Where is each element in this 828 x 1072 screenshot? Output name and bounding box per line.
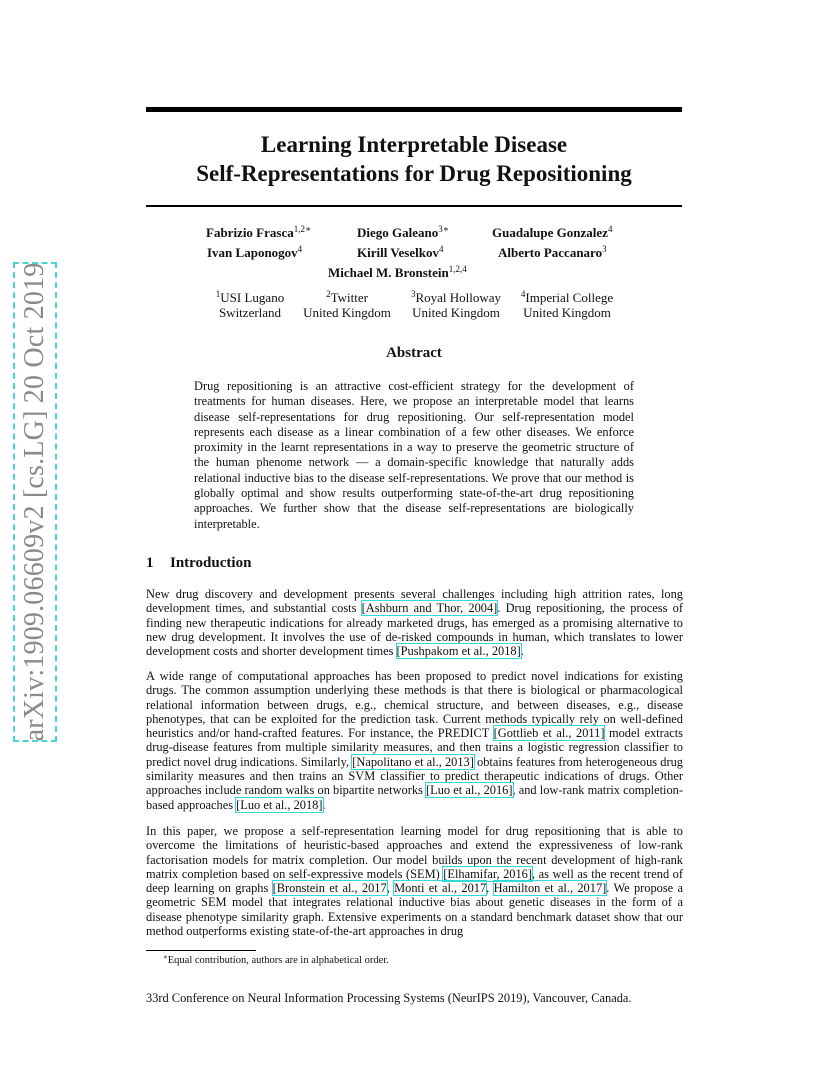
paragraph-2: A wide range of computational approaches has been proposed to predict novel indications for existing drugs. The common assumption underlying these methods is that there is biological or pharmacological relational information between drugs, e.g., chemical structure, and between diseases, e.g., disease phenotypes, that can be exploited for the prediction task. Current methods typically rely on well-defined heuristics and/or hand-crafted features. For instance, the PREDICT [Gottlieb et al., 2011] model extracts drug-disease features from multiple similarity measures, and then trains a logistic regression classifier to predict novel drug indications. Similarly, [Napolitano et al., 2013] obtains features from heterogeneous drug similarity measures and then trains an SVM classifier to predict therapeutic indications of drugs. Other approaches include random walks on bipartite networks [Luo et al., 2016], and low-rank matrix completion-based approaches [Luo et al., 2018]. [146, 669, 683, 812]
paper-title [146, 130, 682, 188]
author-1: Fabrizio Frasca$^{1,2∗}$ [206, 224, 312, 240]
citation-link[interactable]: [Elhamifar, 2016] [443, 866, 532, 881]
author-2: Diego Galeano$^{3∗}$ [357, 224, 449, 240]
paragraph-1: New drug discovery and development presents several challenges including high attrition rates, long development times, and substantial costs [Ashburn and Thor, 2004]. Drug repositioning, the process of finding new therapeutic indications for already marketed drugs, has emerged as a promising alternative to new drug development. It involves the use of de-risked compounds in human, which translates to lower development costs and shorter development times [Pushpakom et al., 2018]. [146, 587, 683, 659]
author-4: Ivan Laponogov$^4$ [207, 244, 303, 260]
title-line-1: Learning Interpretable Disease [260, 132, 568, 157]
citation-link[interactable]: Hamilton et al., 2017] [493, 881, 607, 896]
citation-link[interactable]: [Luo et al., 2018] [236, 797, 323, 812]
citation-link[interactable]: [Bronstein et al., 2017 [272, 881, 387, 896]
section-title: Introduction [170, 555, 252, 571]
affiliation-3: $^3$Royal Holloway United Kingdom [410, 289, 502, 320]
footnote-rule [146, 950, 256, 951]
top-rule [146, 107, 682, 112]
affiliation-2: $^2$Twitter United Kingdom [303, 289, 391, 320]
footnote: ∗Equal contribution, authors are in alphabetical order. [163, 953, 389, 966]
author-3: Guadalupe Gonzalez$^4$ [492, 224, 613, 240]
citation-link[interactable]: [Gottlieb et al., 2011] [493, 726, 605, 741]
author-6: Alberto Paccanaro$^3$ [498, 244, 607, 260]
section-number: 1 [146, 555, 154, 571]
section-heading [146, 555, 251, 572]
citation-link[interactable]: [Pushpakom et al., 2018] [396, 644, 521, 659]
citation-link[interactable]: Monti et al., 2017 [394, 881, 487, 896]
author-5: Kirill Veselkov$^4$ [357, 244, 444, 260]
affiliation-1: $^1$USI Lugano Switzerland [215, 289, 285, 320]
conference-note: 33rd Conference on Neural Information Processing Systems (NeurIPS 2019), Vancouver, Canada. [146, 991, 632, 1005]
citation-link[interactable]: [Ashburn and Thor, 2004] [361, 601, 498, 616]
arxiv-identifier[interactable]: arXiv:1909.06609v2 [cs.LG] 20 Oct 2019 [19, 262, 50, 742]
abstract-heading: Abstract [386, 345, 442, 361]
title-rule [146, 205, 682, 207]
citation-link[interactable]: [Napolitano et al., 2013] [352, 754, 474, 769]
paragraph-3: In this paper, we propose a self-representation learning model for drug repositioning that is able to overcome the limitations of heuristic-based approaches and extend the expressiveness of low-rank factorisation models for matrix completion. Our model builds upon the recent development of high-rank matrix completion based on self-expressive models (SEM) [Elhamifar, 2016], as well as the recent trend of deep learning on graphs [Bronstein et al., 2017, Monti et al., 2017, Hamilton et al., 2017]. We propose a geometric SEM model that integrates relational inductive bias about genetic diseases in the form of a disease phenotype similarity graph. Extensive experiments on a standard benchmark dataset show that our method outperforms existing state-of-the-art approaches in drug [146, 824, 683, 939]
abstract-text: Drug repositioning is an attractive cost-efficient strategy for the development of treatments for human diseases. Here, we propose an interpretable model that learns disease self-representations for drug repositioning. Our self-representation model represents each disease as a linear combination of a few other diseases. We enforce proximity in the learnt representations in a way to preserve the geometric structure of the human phenome network — a domain-specific knowledge that naturally adds relational inductive bias to the disease self-representations. We prove that our method is globally optimal and show results outperforming state-of-the-art drug repositioning approaches. We further show that the disease self-representations are biologically interpretable. [194, 379, 634, 531]
affiliation-4: $^4$Imperial College United Kingdom [520, 289, 614, 320]
author-7: Michael M. Bronstein$^{1,2,4}$ [328, 264, 467, 280]
title-line-2: Self-Representations for Drug Repositioning [196, 161, 632, 186]
citation-link[interactable]: [Luo et al., 2016] [426, 783, 513, 798]
